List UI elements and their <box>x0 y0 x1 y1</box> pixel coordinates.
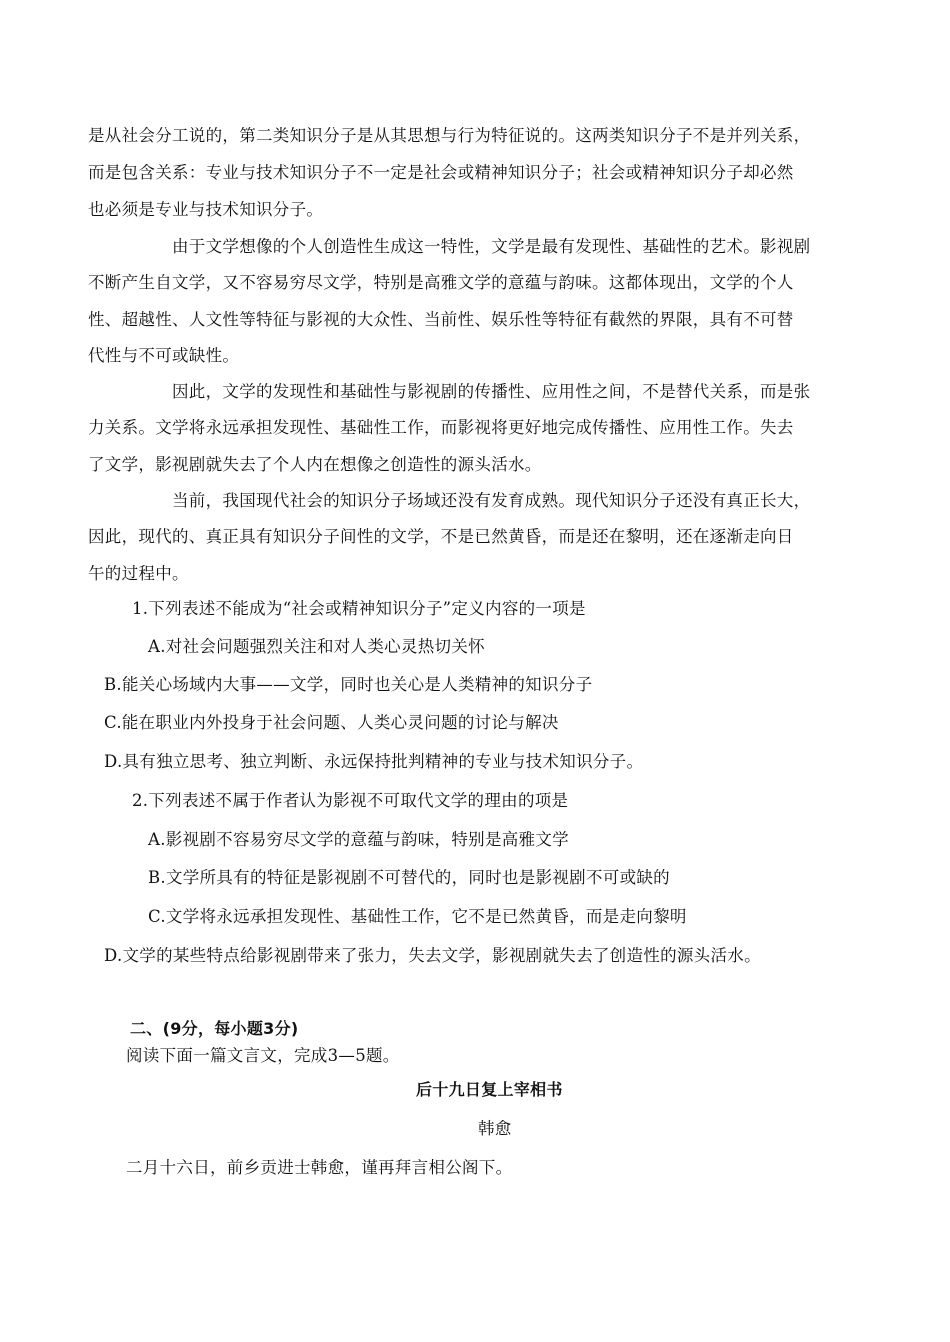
question-1-option-b: B.能关心场域内大事——文学，同时也关心是人类精神的知识分子 <box>104 675 593 694</box>
passage-line: 性、超越性、人文性等特征与影视的大众性、当前性、娱乐性等特征有截然的界限，具有不可替 <box>88 310 794 329</box>
question-2-option-b: B.文学所具有的特征是影视剧不可替代的，同时也是影视剧不可或缺的 <box>148 868 670 887</box>
passage-line: 因此，文学的发现性和基础性与影视剧的传播性、应用性之间，不是替代关系，而是张 <box>172 382 811 401</box>
section-instruction: 阅读下面一篇文言文，完成3—5题。 <box>126 1046 400 1065</box>
section-heading: 二、(9分，每小题3分) <box>130 1019 299 1038</box>
essay-title: 后十九日复上宰相书 <box>416 1080 563 1099</box>
passage-line: 午的过程中。 <box>88 564 189 583</box>
passage-line: 代性与不可或缺性。 <box>88 346 240 365</box>
question-2-option-a: A.影视剧不容易穷尽文学的意蕴与韵味，特别是高雅文学 <box>148 830 569 849</box>
question-1-option-d: D.具有独立思考、独立判断、永远保持批判精神的专业与技术知识分子。 <box>104 752 644 771</box>
question-2-stem: 2.下列表述不属于作者认为影视不可取代文学的理由的项是 <box>132 791 569 810</box>
passage-line: 不断产生自文学，又不容易穷尽文学，特别是高雅文学的意蕴与韵味。这都体现出，文学的个人 <box>88 273 794 292</box>
question-1-option-a: A.对社会问题强烈关注和对人类心灵热切关怀 <box>148 637 485 656</box>
essay-author: 韩愈 <box>478 1119 512 1138</box>
passage-line: 当前，我国现代社会的知识分子场域还没有发育成熟。现代知识分子还没有真正长大， <box>172 491 811 510</box>
passage-line: 力关系。文学将永远承担发现性、基础性工作，而影视将更好地完成传播性、应用性工作。失去 <box>88 418 794 437</box>
passage-line: 而是包含关系：专业与技术知识分子不一定是社会或精神知识分子；社会或精神知识分子却必然 <box>88 163 794 182</box>
question-2-option-d: D.文学的某些特点给影视剧带来了张力，失去文学，影视剧就失去了创造性的源头活水。 <box>104 946 761 965</box>
essay-first-line: 二月十六日，前乡贡进士韩愈，谨再拜言相公阁下。 <box>126 1158 513 1177</box>
passage-line: 也必须是专业与技术知识分子。 <box>88 200 324 219</box>
question-2-option-c: C.文学将永远承担发现性、基础性工作，它不是已然黄昏，而是走向黎明 <box>148 907 687 926</box>
question-1-option-c: C.能在职业内外投身于社会问题、人类心灵问题的讨论与解决 <box>104 713 559 732</box>
passage-line: 因此，现代的、真正具有知识分子间性的文学，不是已然黄昏，而是还在黎明，还在逐渐走向日 <box>88 527 794 546</box>
passage-line: 是从社会分工说的，第二类知识分子是从其思想与行为特征说的。这两类知识分子不是并列关系， <box>88 126 811 145</box>
question-1-stem: 1.下列表述不能成为“社会或精神知识分子”定义内容的一项是 <box>132 599 586 618</box>
passage-line: 由于文学想像的个人创造性生成这一特性，文学是最有发现性、基础性的艺术。影视剧 <box>172 237 811 256</box>
passage-line: 了文学，影视剧就失去了个人内在想像之创造性的源头活水。 <box>88 455 542 474</box>
